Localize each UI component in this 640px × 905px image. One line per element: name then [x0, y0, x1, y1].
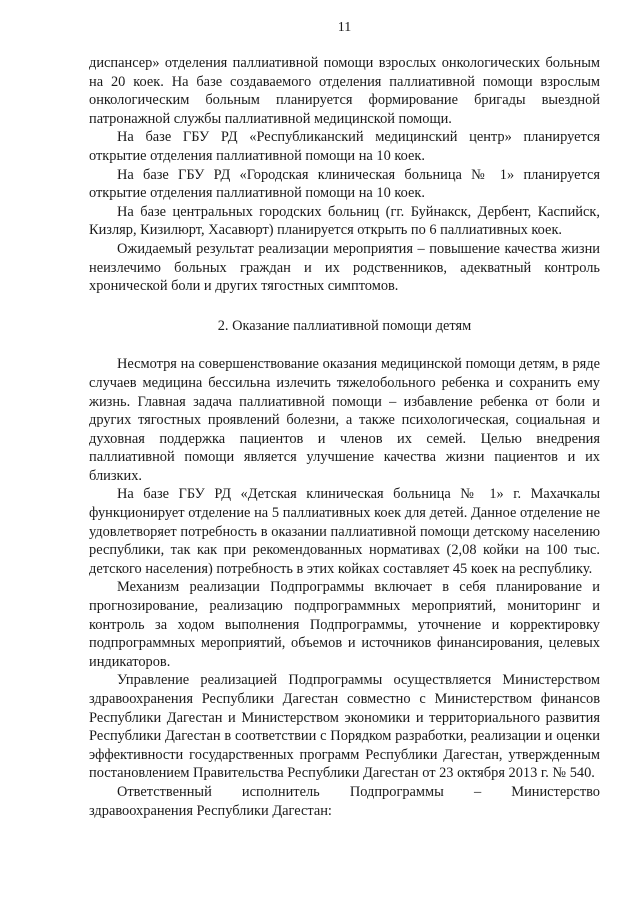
- paragraph: Несмотря на совершенствование оказания медицинской помощи детям, в ряде случаев медицина бессильна излечить тяжелобольного ребенка и сохранить ему жизнь. Главная задача паллиативной помощи – избавление ребенка от боли и других тягостных проявлений болезни, а также психологическая, социальная и духовная поддержка пациентов и членов их семей. Целью внедрения паллиативной помощи является улучшение качества жизни пациентов и их близких.: [89, 356, 600, 484]
- paragraph: Механизм реализации Подпрограммы включает в себя планирование и прогнозирование, реализацию подпрограммных мероприятий, мониторинг и контроль за ходом выполнения Подпрограммы, уточнение и корректировку подпрограммных мероприятий, объемов и источников финансирования, целевых индикаторов.: [89, 579, 600, 670]
- paragraph: Ответственный исполнитель Подпрограммы – Министерство здравоохранения Республики Дагестан:: [89, 783, 600, 819]
- section-heading: 2. Оказание паллиативной помощи детям: [217, 317, 472, 334]
- paragraph-continuation: диспансер» отделения паллиативной помощи взрослых онкологических больным на 20 коек. На базе создаваемого отделения паллиативной помощи взрослым онкологическим больным планируется формирование бригады выездной патронажной службы паллиативной медицинской помощи.: [89, 55, 600, 127]
- paragraph: На базе ГБУ РД «Городская клиническая больница № 1» планируется открытие отделения паллиативной помощи на 10 коек.: [89, 166, 600, 202]
- paragraph: Управление реализацией Подпрограммы осуществляется Министерством здравоохранения Республики Дагестан совместно с Министерством финансов Республики Дагестан и Министерством экономики и территориального развития Республики Дагестан в соответствии с Порядком разработки, реализации и оценки эффективности государственных программ Республики Дагестан, утвержденным постановлением Правительства Республики Дагестан от 23 октября 2013 г. № 540.: [89, 672, 600, 782]
- page-number: 11: [337, 20, 352, 35]
- paragraph: На базе ГБУ РД «Детская клиническая больница № 1» г. Махачкалы функционирует отделение на 5 паллиативных коек для детей. Данное отделение не удовлетворяет потребность в оказании паллиативной помощи детскому населению республики, так как при рекомендованных нормативах (2,08 койки на 100 тыс. детского населения) потребность в этих койках составляет 45 коек на республику.: [89, 486, 600, 577]
- paragraph: На базе центральных городских больниц (гг. Буйнакск, Дербент, Каспийск, Кизляр, Кизилюрт, Хасавюрт) планируется открыть по 6 паллиативных коек.: [89, 203, 600, 239]
- paragraph: Ожидаемый результат реализации мероприятия – повышение качества жизни неизлечимо больных граждан и их родственников, адекватный контроль хронической боли и других тягостных симптомов.: [89, 240, 600, 295]
- paragraph: На базе ГБУ РД «Республиканский медицинский центр» планируется открытие отделения паллиативной помощи на 10 коек.: [89, 129, 600, 164]
